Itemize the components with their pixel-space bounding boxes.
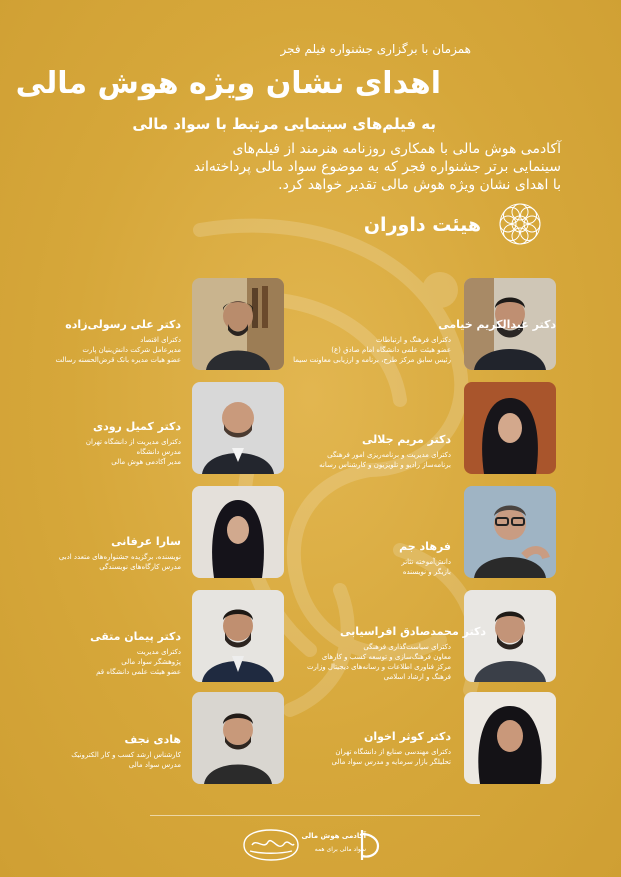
person-line: دکترای مدیریت و برنامه‌ریزی امور فرهنگی xyxy=(327,451,451,459)
person-photo xyxy=(192,382,284,474)
person-line: مرکز فناوری اطلاعات و رسانه‌های دیجیتال وزارت xyxy=(306,663,451,671)
person-line: تحلیلگر بازار سرمایه و مدرس سواد مالی xyxy=(331,758,451,766)
person-name: فرهاد جم xyxy=(399,540,451,553)
person-line: پژوهشگر سواد مالی xyxy=(121,658,181,666)
person-line: نویسنده، برگزیده جشنواره‌های متعدد ادبی xyxy=(58,553,181,561)
person-photo xyxy=(192,590,284,682)
honarmand-logo-icon xyxy=(238,826,304,864)
person-name: سارا عرفانی xyxy=(111,535,181,548)
page-title: اهدای نشان ویژه هوش مالی xyxy=(15,66,441,101)
person-photo xyxy=(192,278,284,370)
person-name: دکتر محمدصادق افراسیابی xyxy=(339,625,486,638)
intro-line: آکادمی هوش مالی با همکاری روزنامه هنرمند از فیلم‌های xyxy=(232,141,561,157)
person-line: عضو هیئت علمی دانشگاه قم xyxy=(96,668,181,676)
person-line: رئیس سابق مرکز طرح، برنامه و ارزیابی معاونت سیما xyxy=(293,356,451,364)
person-line: عضو هیات مدیره بانک قرض‌الحسنه رسالت xyxy=(55,356,181,364)
person-line: معاون فرهنگ‌سازی و توسعه کسب و کارهای xyxy=(321,653,451,661)
person-line: عضو هیئت علمی دانشگاه امام صادق (ع) xyxy=(331,346,451,354)
person-line: دکترای فرهنگ و ارتباطات xyxy=(376,336,451,344)
person-line: مدرس دانشگاه xyxy=(136,448,181,456)
person-photo xyxy=(192,486,284,578)
person-name: دکتر علی رسولی‌زاده xyxy=(65,318,181,331)
page-subtitle: به فیلم‌های سینمایی مرتبط با سواد مالی xyxy=(132,115,436,133)
person-name: دکتر کوثر اخوان xyxy=(363,730,451,743)
person-name: دکتر پیمان متقی xyxy=(90,630,181,643)
person-line: کارشناس ارشد کسب و کار الکترونیک xyxy=(71,751,181,759)
person-photo xyxy=(192,692,284,784)
person-line: دانش‌آموخته تئاتر xyxy=(401,558,451,566)
header-subtitle-top: همزمان با برگزاری جشنواره فیلم فجر xyxy=(280,42,471,56)
person-line: مدیرعامل شرکت دانش‌بنیان پارت xyxy=(82,346,181,354)
person-photo xyxy=(464,692,556,784)
person-line: بازیگر و نویسنده xyxy=(402,568,451,576)
rosette-icon xyxy=(498,202,542,246)
intro-line: سینمایی برتر جشنواره فجر که به موضوع سواد مالی پرداخته‌اند xyxy=(193,159,561,175)
person-name: دکتر مریم جلالی xyxy=(362,433,451,446)
intro-line: با اهدای نشان ویژه هوش مالی تقدیر خواهد کرد. xyxy=(278,177,561,193)
person-line: فرهنگ و ارشاد اسلامی xyxy=(383,673,451,681)
person-photo xyxy=(464,486,556,578)
person-line: دکترای مدیریت xyxy=(136,648,181,656)
person-line: برنامه‌ساز رادیو و تلویزیون و کارشناس رسانه xyxy=(319,461,451,469)
academy-logo-subtext: سواد مالی برای همه xyxy=(314,846,366,853)
person-name: دکتر عبدالکریم خیامی xyxy=(438,318,556,331)
intro-paragraph xyxy=(81,140,561,194)
person-photo xyxy=(464,382,556,474)
person-line: دکترای اقتصاد xyxy=(140,336,181,344)
jury-title: هیئت داوران xyxy=(363,214,481,236)
person-line: مدرس کارگاه‌های نویسندگی xyxy=(99,563,181,571)
person-line: دکترای مدیریت از دانشگاه تهران xyxy=(85,438,181,446)
person-line: دکترای مهندسی صنایع از دانشگاه تهران xyxy=(335,748,451,756)
person-name: دکتر کمیل رودی xyxy=(92,420,181,433)
academy-logo-text: آکادمی هوش مالی xyxy=(301,832,366,840)
person-line: مدرس سواد مالی xyxy=(128,761,181,769)
person-name: هادی نجف xyxy=(124,733,181,746)
footer-divider xyxy=(150,815,480,816)
person-line: دکترای سیاست‌گذاری فرهنگی xyxy=(363,643,451,651)
person-line: مدیر آکادمی هوش مالی xyxy=(111,458,181,466)
